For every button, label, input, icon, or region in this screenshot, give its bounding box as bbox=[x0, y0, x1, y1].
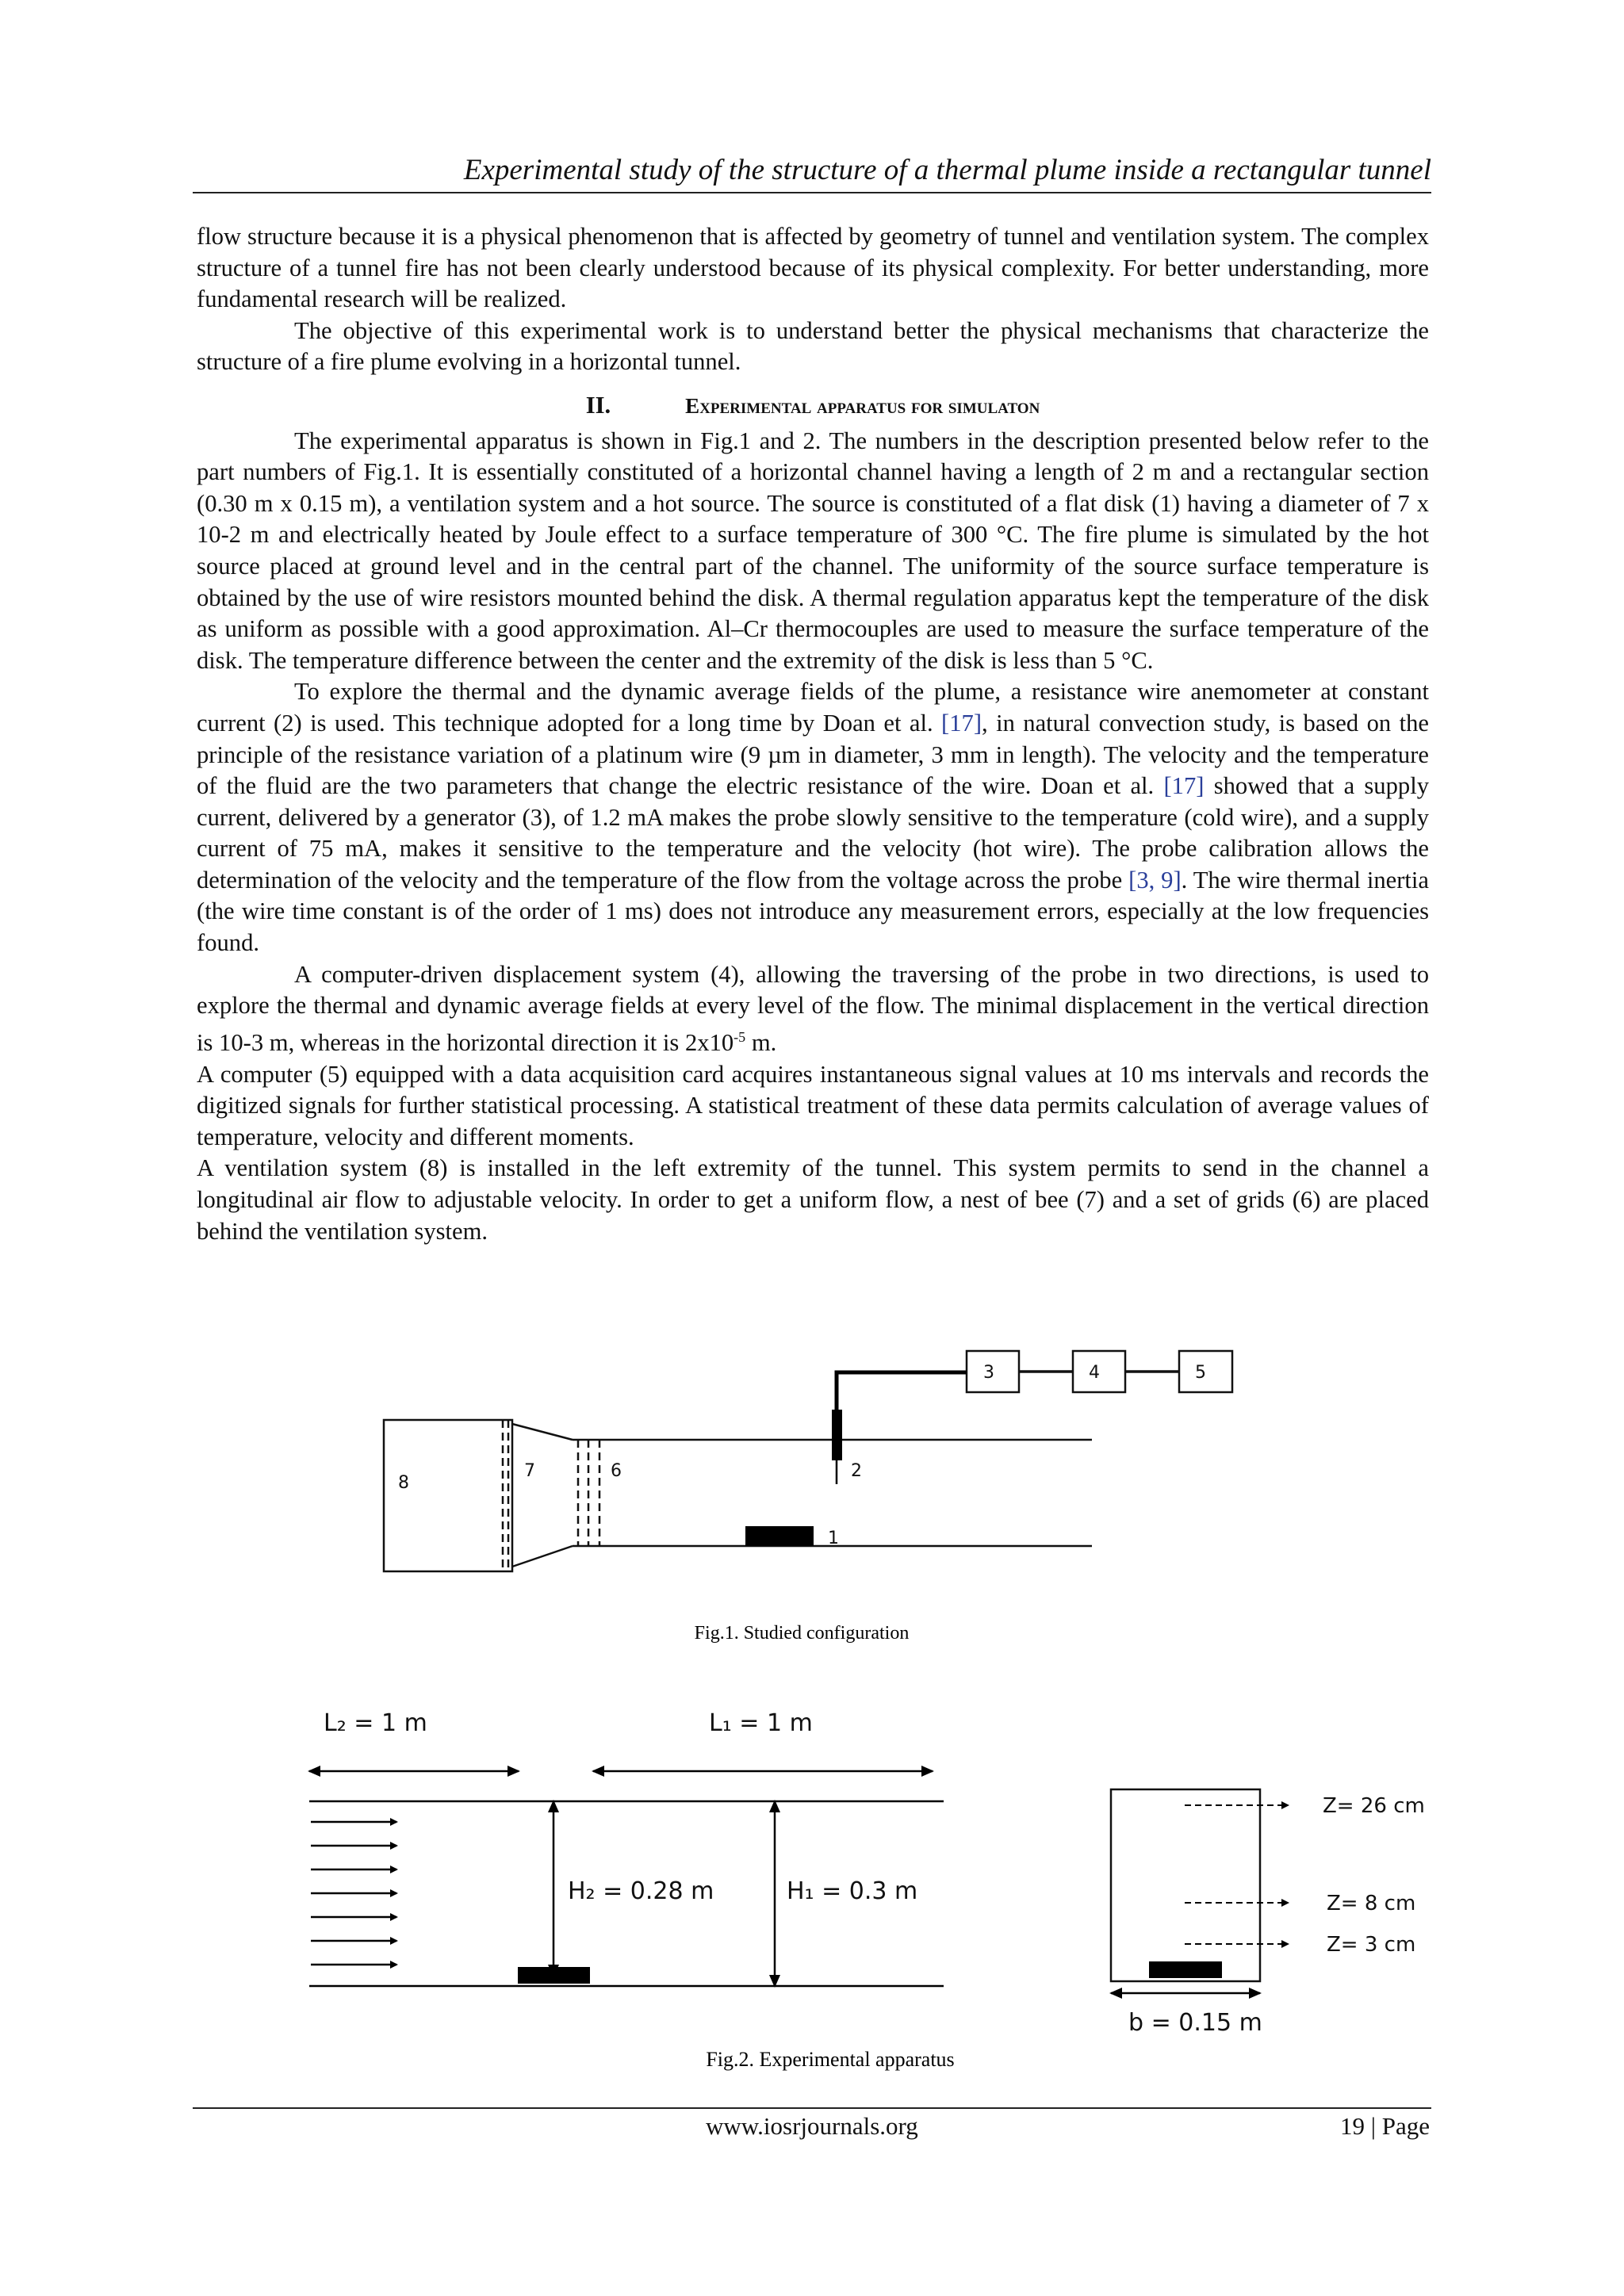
label-4: 4 bbox=[1089, 1363, 1100, 1383]
paragraph: A ventilation system (8) is installed in the left extremity of the tunnel. This system permits to send in the channel a longitudinal air flow to adjustable velocity. In order to get a uniform flow, a nest of bee (7) and a set of grids (6) are placed behind the ventilation system. bbox=[197, 1154, 1429, 1245]
section-number: II. bbox=[585, 391, 611, 419]
probe bbox=[832, 1410, 842, 1460]
figure-1 bbox=[0, 1332, 1624, 1649]
dimension-H2: H₂ = 0.28 m bbox=[568, 1877, 714, 1905]
figure-2-caption: Fig.2. Experimental apparatus bbox=[706, 2048, 955, 2071]
label-3: 3 bbox=[983, 1363, 994, 1383]
paragraph-text: To explore the thermal and the dynamic average fields of the plume, a resistance wire anemometer at constant current (2) is used. This technique adopted for a long time by Doan et al. bbox=[197, 678, 1429, 737]
label-7: 7 bbox=[524, 1461, 535, 1481]
paragraph bbox=[197, 676, 1429, 959]
footer-rule bbox=[193, 2107, 1431, 2109]
label-6: 6 bbox=[611, 1461, 622, 1481]
section-title: Experimental apparatus for simulaton bbox=[685, 393, 1040, 418]
dimension-b: b = 0.15 m bbox=[1128, 2009, 1262, 2037]
cross-section-source bbox=[1149, 1961, 1222, 1978]
label-8: 8 bbox=[398, 1473, 409, 1493]
paragraph bbox=[197, 959, 1429, 1059]
ventilation-box bbox=[384, 1420, 512, 1571]
paragraph: The objective of this experimental work is to understand better the physical mechanisms that characterize the structure of a fire plume evolving in a horizontal tunnel. bbox=[197, 316, 1429, 376]
paragraph: The experimental apparatus is shown in Fig.1 and 2. The numbers in the description presented below refer to the part numbers of Fig.1. It is essentially constituted of a horizontal channel having a length of 2 m and a rectangular section (0.30 m x 0.15 m), a ventilation system and a hot source. The source is constituted of a flat disk (1) having a diameter of 7 x 10-2 m and electrically heated by Joule effect to a surface temperature of 300 °C. The fire plume is simulated by the hot source placed at ground level and in the central part of the channel. The uniformity of the source surface temperature is obtained by the use of wire resistors mounted behind the disk. A thermal regulation apparatus kept the temperature of the disk as uniform as possible with a good approximation. Al–Cr thermocouples are used to measure the surface temperature of the disk. The temperature difference between the center and the extremity of the disk is less than 5 °C. bbox=[197, 427, 1429, 674]
cross-section bbox=[1111, 1789, 1260, 1981]
page-number: 19 | Page bbox=[1340, 2112, 1430, 2140]
dimension-L2: L₂ = 1 m bbox=[324, 1709, 427, 1737]
paragraph-text: . The wire thermal inertia (the wire time constant is of the order of 1 ms) does not introduce any measurement errors, especially at the low frequencies found. bbox=[197, 866, 1429, 957]
citation-link[interactable]: [17] bbox=[941, 709, 982, 737]
dimension-H1: H₁ = 0.3 m bbox=[787, 1877, 918, 1905]
paragraph: A computer (5) equipped with a data acquisition card acquires instantaneous signal values at 10 ms intervals and records the digitized signals for further statistical processing. A statistical treatment of these data permits calculation of average values of temperature, velocity and different moments. bbox=[197, 1060, 1429, 1150]
nozzle-top bbox=[512, 1424, 573, 1440]
header-rule bbox=[193, 192, 1431, 193]
label-1: 1 bbox=[828, 1529, 839, 1548]
label-5: 5 bbox=[1195, 1363, 1206, 1383]
footer-url[interactable]: www.iosrjournals.org bbox=[706, 2112, 918, 2140]
z-label-8: Z= 8 cm bbox=[1327, 1892, 1416, 1915]
figure-2 bbox=[0, 1689, 1624, 2085]
section-heading bbox=[197, 390, 1429, 423]
paragraph-text: showed that a supply current, delivered by a generator (3), of 1.2 mA makes the probe slowly sensitive to the temperature (cold wire), and a supply current of 75 mA, makes it sensitive to the temperature and the velocity (hot wire). The probe calibration allows the determination of the velocity and the temperature of the flow from the voltage across the probe bbox=[197, 772, 1429, 894]
nozzle-bottom bbox=[512, 1546, 573, 1567]
probe-arm bbox=[837, 1372, 967, 1413]
z-label-26: Z= 26 cm bbox=[1323, 1794, 1425, 1818]
paragraph-text: A computer-driven displacement system (4), allowing the traversing of the probe in two directions, is used to explore the thermal and dynamic average fields at every level of the flow. The minimal displacement in the vertical direction is 10-3 m, whereas in the horizontal direction it is 2x10 bbox=[197, 960, 1429, 1057]
z-label-3: Z= 3 cm bbox=[1327, 1933, 1416, 1957]
hot-source bbox=[518, 1967, 590, 1984]
inflow-arrows bbox=[311, 1822, 396, 1965]
body-text bbox=[197, 221, 1429, 1247]
dimension-L1: L₁ = 1 m bbox=[709, 1709, 813, 1737]
paragraph-text: , in natural convection study, is based on the principle of the resistance variation of a platinum wire (9 µm in diameter, 3 mm in length). The velocity and the temperature of the fluid are the two parameters that change the electric resistance of the wire. Doan et al. bbox=[197, 709, 1429, 800]
figure-1-caption: Fig.1. Studied configuration bbox=[694, 1623, 910, 1644]
running-header: Experimental study of the structure of a thermal plume inside a rectangular tunnel bbox=[463, 154, 1431, 186]
hot-source-disk bbox=[745, 1526, 814, 1546]
paragraph-text: m. bbox=[745, 1029, 777, 1057]
superscript: -5 bbox=[733, 1028, 746, 1045]
paragraph: flow structure because it is a physical phenomenon that is affected by geometry of tunnel and ventilation system. The complex structure of a tunnel fire has not been clearly understood because of its physical complexity. For better understanding, more fundamental research will be realized. bbox=[197, 223, 1429, 313]
citation-link[interactable]: [17] bbox=[1163, 772, 1205, 800]
citation-link[interactable]: [3, 9] bbox=[1128, 866, 1182, 894]
label-2: 2 bbox=[851, 1461, 862, 1481]
